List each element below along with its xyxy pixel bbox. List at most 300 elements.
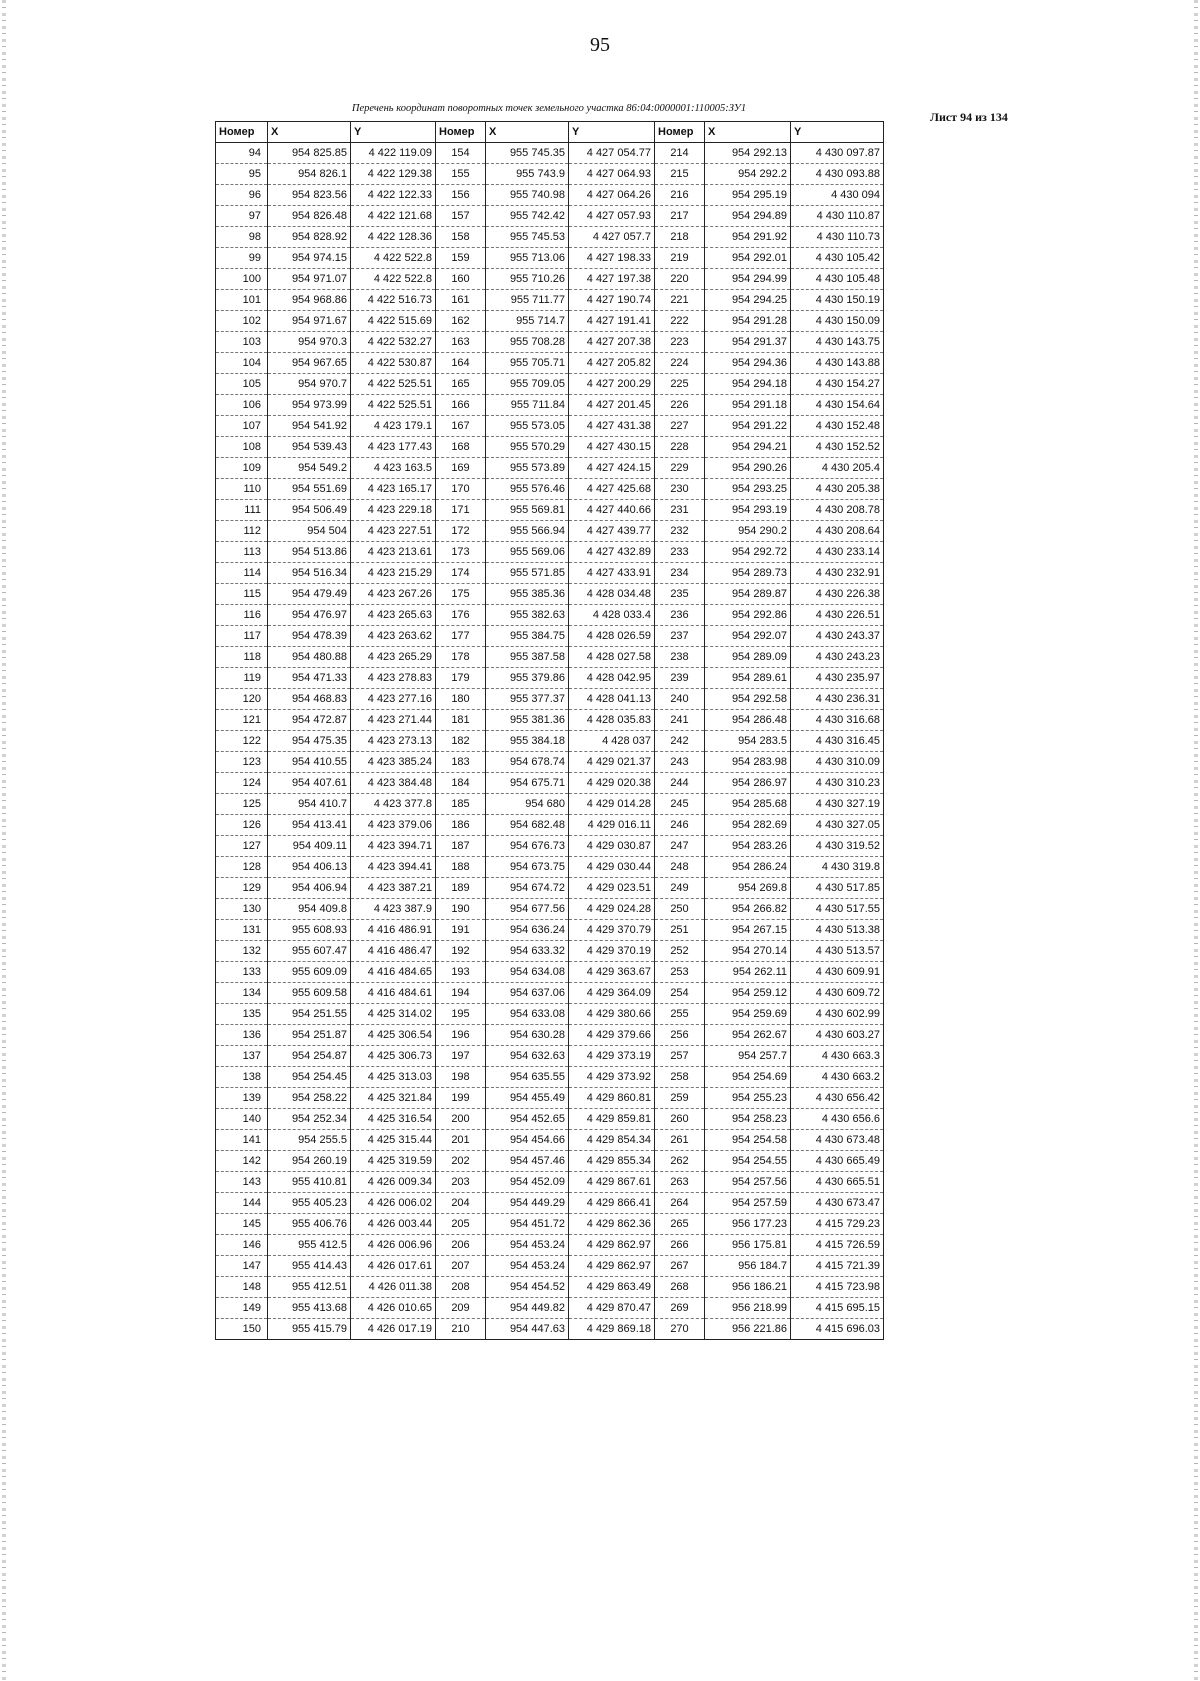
table-row <box>216 836 884 857</box>
x-coordinate-cell: 954 254.45 <box>268 1067 351 1088</box>
x-coordinate-cell: 954 549.2 <box>268 458 351 479</box>
table-body <box>216 143 884 1340</box>
x-coordinate-cell: 954 255.23 <box>705 1088 791 1109</box>
point-number-cell: 102 <box>216 311 268 332</box>
point-number-cell: 220 <box>655 269 705 290</box>
table-row <box>216 143 884 164</box>
y-coordinate-cell: 4 427 190.74 <box>569 290 655 311</box>
point-number-cell: 179 <box>436 668 486 689</box>
x-coordinate-cell: 954 254.55 <box>705 1151 791 1172</box>
point-number-cell: 256 <box>655 1025 705 1046</box>
point-number-cell: 156 <box>436 185 486 206</box>
x-coordinate-cell: 955 406.76 <box>268 1214 351 1235</box>
table-row <box>216 1319 884 1340</box>
y-coordinate-cell: 4 427 191.41 <box>569 311 655 332</box>
x-coordinate-cell: 954 410.7 <box>268 794 351 815</box>
point-number-cell: 146 <box>216 1235 268 1256</box>
y-coordinate-cell: 4 425 314.02 <box>351 1004 436 1025</box>
x-coordinate-cell: 954 270.14 <box>705 941 791 962</box>
y-coordinate-cell: 4 416 484.61 <box>351 983 436 1004</box>
point-number-cell: 148 <box>216 1277 268 1298</box>
x-coordinate-cell: 954 267.15 <box>705 920 791 941</box>
y-coordinate-cell: 4 422 129.38 <box>351 164 436 185</box>
table-row <box>216 1277 884 1298</box>
point-number-cell: 245 <box>655 794 705 815</box>
x-coordinate-cell: 954 292.2 <box>705 164 791 185</box>
table-row <box>216 1067 884 1088</box>
point-number-cell: 155 <box>436 164 486 185</box>
x-coordinate-cell: 954 826.1 <box>268 164 351 185</box>
y-coordinate-cell: 4 426 006.96 <box>351 1235 436 1256</box>
point-number-cell: 232 <box>655 521 705 542</box>
x-coordinate-cell: 954 406.13 <box>268 857 351 878</box>
x-coordinate-cell: 954 251.55 <box>268 1004 351 1025</box>
x-coordinate-cell: 954 634.08 <box>486 962 569 983</box>
table-row <box>216 668 884 689</box>
x-coordinate-cell: 955 711.84 <box>486 395 569 416</box>
y-coordinate-cell: 4 430 236.31 <box>791 689 884 710</box>
x-coordinate-cell: 954 294.25 <box>705 290 791 311</box>
y-coordinate-cell: 4 430 226.51 <box>791 605 884 626</box>
x-coordinate-cell: 955 377.37 <box>486 689 569 710</box>
point-number-cell: 196 <box>436 1025 486 1046</box>
point-number-cell: 97 <box>216 206 268 227</box>
point-number-cell: 108 <box>216 437 268 458</box>
y-coordinate-cell: 4 429 024.28 <box>569 899 655 920</box>
header-number-2: Номер <box>436 122 486 143</box>
point-number-cell: 169 <box>436 458 486 479</box>
table-row <box>216 1088 884 1109</box>
y-coordinate-cell: 4 423 177.43 <box>351 437 436 458</box>
y-coordinate-cell: 4 429 030.87 <box>569 836 655 857</box>
y-coordinate-cell: 4 430 656.6 <box>791 1109 884 1130</box>
x-coordinate-cell: 955 713.06 <box>486 248 569 269</box>
point-number-cell: 107 <box>216 416 268 437</box>
x-coordinate-cell: 954 294.89 <box>705 206 791 227</box>
x-coordinate-cell: 955 742.42 <box>486 206 569 227</box>
point-number-cell: 195 <box>436 1004 486 1025</box>
point-number-cell: 253 <box>655 962 705 983</box>
y-coordinate-cell: 4 428 035.83 <box>569 710 655 731</box>
table-row <box>216 752 884 773</box>
table-row <box>216 311 884 332</box>
x-coordinate-cell: 954 828.92 <box>268 227 351 248</box>
point-number-cell: 130 <box>216 899 268 920</box>
point-number-cell: 157 <box>436 206 486 227</box>
point-number-cell: 123 <box>216 752 268 773</box>
point-number-cell: 261 <box>655 1130 705 1151</box>
y-coordinate-cell: 4 429 860.81 <box>569 1088 655 1109</box>
y-coordinate-cell: 4 422 515.69 <box>351 311 436 332</box>
y-coordinate-cell: 4 430 673.47 <box>791 1193 884 1214</box>
y-coordinate-cell: 4 430 208.78 <box>791 500 884 521</box>
y-coordinate-cell: 4 429 855.34 <box>569 1151 655 1172</box>
point-number-cell: 266 <box>655 1235 705 1256</box>
y-coordinate-cell: 4 430 310.23 <box>791 773 884 794</box>
y-coordinate-cell: 4 415 729.23 <box>791 1214 884 1235</box>
x-coordinate-cell: 955 405.23 <box>268 1193 351 1214</box>
table-row <box>216 584 884 605</box>
x-coordinate-cell: 954 294.36 <box>705 353 791 374</box>
table-row <box>216 374 884 395</box>
x-coordinate-cell: 956 184.7 <box>705 1256 791 1277</box>
sheet-label: Лист 94 из 134 <box>930 110 1008 124</box>
table-row <box>216 290 884 311</box>
x-coordinate-cell: 954 676.73 <box>486 836 569 857</box>
y-coordinate-cell: 4 430 517.85 <box>791 878 884 899</box>
y-coordinate-cell: 4 429 373.92 <box>569 1067 655 1088</box>
x-coordinate-cell: 954 255.5 <box>268 1130 351 1151</box>
point-number-cell: 113 <box>216 542 268 563</box>
point-number-cell: 177 <box>436 626 486 647</box>
x-coordinate-cell: 954 449.82 <box>486 1298 569 1319</box>
x-coordinate-cell: 954 295.19 <box>705 185 791 206</box>
x-coordinate-cell: 954 551.69 <box>268 479 351 500</box>
x-coordinate-cell: 954 506.49 <box>268 500 351 521</box>
y-coordinate-cell: 4 430 243.37 <box>791 626 884 647</box>
point-number-cell: 158 <box>436 227 486 248</box>
x-coordinate-cell: 954 282.69 <box>705 815 791 836</box>
point-number-cell: 125 <box>216 794 268 815</box>
y-coordinate-cell: 4 426 009.34 <box>351 1172 436 1193</box>
point-number-cell: 226 <box>655 395 705 416</box>
x-coordinate-cell: 955 569.06 <box>486 542 569 563</box>
x-coordinate-cell: 954 825.85 <box>268 143 351 164</box>
point-number-cell: 215 <box>655 164 705 185</box>
x-coordinate-cell: 954 293.25 <box>705 479 791 500</box>
y-coordinate-cell: 4 423 387.9 <box>351 899 436 920</box>
y-coordinate-cell: 4 430 150.09 <box>791 311 884 332</box>
point-number-cell: 250 <box>655 899 705 920</box>
point-number-cell: 145 <box>216 1214 268 1235</box>
x-coordinate-cell: 955 743.9 <box>486 164 569 185</box>
y-coordinate-cell: 4 428 033.4 <box>569 605 655 626</box>
table-row <box>216 542 884 563</box>
x-coordinate-cell: 954 468.83 <box>268 689 351 710</box>
x-coordinate-cell: 954 452.65 <box>486 1109 569 1130</box>
point-number-cell: 190 <box>436 899 486 920</box>
y-coordinate-cell: 4 430 110.73 <box>791 227 884 248</box>
point-number-cell: 240 <box>655 689 705 710</box>
x-coordinate-cell: 956 177.23 <box>705 1214 791 1235</box>
x-coordinate-cell: 955 379.86 <box>486 668 569 689</box>
point-number-cell: 222 <box>655 311 705 332</box>
x-coordinate-cell: 954 291.28 <box>705 311 791 332</box>
point-number-cell: 194 <box>436 983 486 1004</box>
y-coordinate-cell: 4 422 128.36 <box>351 227 436 248</box>
y-coordinate-cell: 4 430 656.42 <box>791 1088 884 1109</box>
x-coordinate-cell: 954 251.87 <box>268 1025 351 1046</box>
y-coordinate-cell: 4 415 723.98 <box>791 1277 884 1298</box>
x-coordinate-cell: 954 970.3 <box>268 332 351 353</box>
y-coordinate-cell: 4 422 122.33 <box>351 185 436 206</box>
y-coordinate-cell: 4 423 265.29 <box>351 647 436 668</box>
point-number-cell: 180 <box>436 689 486 710</box>
y-coordinate-cell: 4 427 064.26 <box>569 185 655 206</box>
x-coordinate-cell: 954 409.11 <box>268 836 351 857</box>
table-row <box>216 857 884 878</box>
y-coordinate-cell: 4 423 227.51 <box>351 521 436 542</box>
point-number-cell: 163 <box>436 332 486 353</box>
y-coordinate-cell: 4 430 205.4 <box>791 458 884 479</box>
x-coordinate-cell: 954 291.92 <box>705 227 791 248</box>
x-coordinate-cell: 954 454.66 <box>486 1130 569 1151</box>
x-coordinate-cell: 955 571.85 <box>486 563 569 584</box>
y-coordinate-cell: 4 429 866.41 <box>569 1193 655 1214</box>
y-coordinate-cell: 4 429 867.61 <box>569 1172 655 1193</box>
point-number-cell: 98 <box>216 227 268 248</box>
x-coordinate-cell: 954 637.06 <box>486 983 569 1004</box>
x-coordinate-cell: 954 826.48 <box>268 206 351 227</box>
y-coordinate-cell: 4 429 370.79 <box>569 920 655 941</box>
x-coordinate-cell: 954 513.86 <box>268 542 351 563</box>
y-coordinate-cell: 4 416 484.65 <box>351 962 436 983</box>
y-coordinate-cell: 4 425 306.73 <box>351 1046 436 1067</box>
y-coordinate-cell: 4 425 315.44 <box>351 1130 436 1151</box>
y-coordinate-cell: 4 427 431.38 <box>569 416 655 437</box>
y-coordinate-cell: 4 427 207.38 <box>569 332 655 353</box>
x-coordinate-cell: 955 413.68 <box>268 1298 351 1319</box>
point-number-cell: 247 <box>655 836 705 857</box>
point-number-cell: 173 <box>436 542 486 563</box>
x-coordinate-cell: 954 294.18 <box>705 374 791 395</box>
point-number-cell: 257 <box>655 1046 705 1067</box>
y-coordinate-cell: 4 427 057.7 <box>569 227 655 248</box>
y-coordinate-cell: 4 427 054.77 <box>569 143 655 164</box>
x-coordinate-cell: 954 262.67 <box>705 1025 791 1046</box>
point-number-cell: 200 <box>436 1109 486 1130</box>
point-number-cell: 210 <box>436 1319 486 1340</box>
table-row <box>216 185 884 206</box>
header-x-2: X <box>486 122 569 143</box>
table-row <box>216 773 884 794</box>
x-coordinate-cell: 954 294.99 <box>705 269 791 290</box>
point-number-cell: 128 <box>216 857 268 878</box>
point-number-cell: 260 <box>655 1109 705 1130</box>
y-coordinate-cell: 4 430 110.87 <box>791 206 884 227</box>
table-header-row <box>216 122 884 143</box>
point-number-cell: 206 <box>436 1235 486 1256</box>
y-coordinate-cell: 4 423 394.41 <box>351 857 436 878</box>
point-number-cell: 218 <box>655 227 705 248</box>
point-number-cell: 233 <box>655 542 705 563</box>
x-coordinate-cell: 954 286.24 <box>705 857 791 878</box>
x-coordinate-cell: 954 291.18 <box>705 395 791 416</box>
x-coordinate-cell: 954 409.8 <box>268 899 351 920</box>
y-coordinate-cell: 4 426 003.44 <box>351 1214 436 1235</box>
point-number-cell: 149 <box>216 1298 268 1319</box>
point-number-cell: 214 <box>655 143 705 164</box>
point-number-cell: 96 <box>216 185 268 206</box>
x-coordinate-cell: 954 259.69 <box>705 1004 791 1025</box>
y-coordinate-cell: 4 423 377.8 <box>351 794 436 815</box>
table-row <box>216 206 884 227</box>
point-number-cell: 229 <box>655 458 705 479</box>
point-number-cell: 231 <box>655 500 705 521</box>
x-coordinate-cell: 955 609.58 <box>268 983 351 1004</box>
y-coordinate-cell: 4 429 862.97 <box>569 1256 655 1277</box>
point-number-cell: 235 <box>655 584 705 605</box>
x-coordinate-cell: 954 452.09 <box>486 1172 569 1193</box>
point-number-cell: 178 <box>436 647 486 668</box>
table-row <box>216 227 884 248</box>
header-x-3: X <box>705 122 791 143</box>
table-row <box>216 1025 884 1046</box>
y-coordinate-cell: 4 425 319.59 <box>351 1151 436 1172</box>
point-number-cell: 205 <box>436 1214 486 1235</box>
point-number-cell: 249 <box>655 878 705 899</box>
y-coordinate-cell: 4 427 064.93 <box>569 164 655 185</box>
x-coordinate-cell: 954 968.86 <box>268 290 351 311</box>
y-coordinate-cell: 4 430 233.14 <box>791 542 884 563</box>
point-number-cell: 184 <box>436 773 486 794</box>
point-number-cell: 105 <box>216 374 268 395</box>
point-number-cell: 168 <box>436 437 486 458</box>
header-y-2: Y <box>569 122 655 143</box>
x-coordinate-cell: 954 633.32 <box>486 941 569 962</box>
y-coordinate-cell: 4 415 726.59 <box>791 1235 884 1256</box>
point-number-cell: 132 <box>216 941 268 962</box>
y-coordinate-cell: 4 423 263.62 <box>351 626 436 647</box>
table-row <box>216 395 884 416</box>
y-coordinate-cell: 4 430 327.05 <box>791 815 884 836</box>
point-number-cell: 262 <box>655 1151 705 1172</box>
point-number-cell: 112 <box>216 521 268 542</box>
table-row <box>216 731 884 752</box>
x-coordinate-cell: 954 289.87 <box>705 584 791 605</box>
x-coordinate-cell: 954 283.5 <box>705 731 791 752</box>
y-coordinate-cell: 4 422 525.51 <box>351 395 436 416</box>
point-number-cell: 95 <box>216 164 268 185</box>
x-coordinate-cell: 954 286.48 <box>705 710 791 731</box>
point-number-cell: 154 <box>436 143 486 164</box>
y-coordinate-cell: 4 427 440.66 <box>569 500 655 521</box>
scan-edge-right <box>1194 0 1198 1681</box>
table-row <box>216 647 884 668</box>
x-coordinate-cell: 954 290.2 <box>705 521 791 542</box>
x-coordinate-cell: 954 449.29 <box>486 1193 569 1214</box>
x-coordinate-cell: 954 480.88 <box>268 647 351 668</box>
x-coordinate-cell: 955 607.47 <box>268 941 351 962</box>
point-number-cell: 118 <box>216 647 268 668</box>
x-coordinate-cell: 955 410.81 <box>268 1172 351 1193</box>
y-coordinate-cell: 4 416 486.91 <box>351 920 436 941</box>
y-coordinate-cell: 4 430 602.99 <box>791 1004 884 1025</box>
y-coordinate-cell: 4 427 425.68 <box>569 479 655 500</box>
point-number-cell: 230 <box>655 479 705 500</box>
x-coordinate-cell: 954 680 <box>486 794 569 815</box>
y-coordinate-cell: 4 430 097.87 <box>791 143 884 164</box>
y-coordinate-cell: 4 423 277.16 <box>351 689 436 710</box>
x-coordinate-cell: 954 283.26 <box>705 836 791 857</box>
y-coordinate-cell: 4 429 869.18 <box>569 1319 655 1340</box>
point-number-cell: 165 <box>436 374 486 395</box>
y-coordinate-cell: 4 415 695.15 <box>791 1298 884 1319</box>
table-row <box>216 962 884 983</box>
x-coordinate-cell: 954 677.56 <box>486 899 569 920</box>
x-coordinate-cell: 955 740.98 <box>486 185 569 206</box>
y-coordinate-cell: 4 430 673.48 <box>791 1130 884 1151</box>
x-coordinate-cell: 955 709.05 <box>486 374 569 395</box>
y-coordinate-cell: 4 430 152.52 <box>791 437 884 458</box>
y-coordinate-cell: 4 430 319.8 <box>791 857 884 878</box>
point-number-cell: 236 <box>655 605 705 626</box>
x-coordinate-cell: 954 260.19 <box>268 1151 351 1172</box>
x-coordinate-cell: 954 254.87 <box>268 1046 351 1067</box>
x-coordinate-cell: 954 973.99 <box>268 395 351 416</box>
y-coordinate-cell: 4 423 384.48 <box>351 773 436 794</box>
y-coordinate-cell: 4 427 197.38 <box>569 269 655 290</box>
point-number-cell: 159 <box>436 248 486 269</box>
y-coordinate-cell: 4 430 094 <box>791 185 884 206</box>
y-coordinate-cell: 4 422 121.68 <box>351 206 436 227</box>
point-number-cell: 143 <box>216 1172 268 1193</box>
point-number-cell: 243 <box>655 752 705 773</box>
y-coordinate-cell: 4 429 023.51 <box>569 878 655 899</box>
point-number-cell: 197 <box>436 1046 486 1067</box>
y-coordinate-cell: 4 423 379.06 <box>351 815 436 836</box>
point-number-cell: 116 <box>216 605 268 626</box>
y-coordinate-cell: 4 422 522.8 <box>351 269 436 290</box>
point-number-cell: 140 <box>216 1109 268 1130</box>
x-coordinate-cell: 954 254.69 <box>705 1067 791 1088</box>
y-coordinate-cell: 4 427 432.89 <box>569 542 655 563</box>
point-number-cell: 269 <box>655 1298 705 1319</box>
table-row <box>216 332 884 353</box>
y-coordinate-cell: 4 422 525.51 <box>351 374 436 395</box>
point-number-cell: 183 <box>436 752 486 773</box>
y-coordinate-cell: 4 428 034.48 <box>569 584 655 605</box>
table-row <box>216 563 884 584</box>
y-coordinate-cell: 4 425 306.54 <box>351 1025 436 1046</box>
table-row <box>216 1214 884 1235</box>
y-coordinate-cell: 4 428 027.58 <box>569 647 655 668</box>
point-number-cell: 175 <box>436 584 486 605</box>
point-number-cell: 234 <box>655 563 705 584</box>
point-number-cell: 252 <box>655 941 705 962</box>
x-coordinate-cell: 956 221.86 <box>705 1319 791 1340</box>
point-number-cell: 187 <box>436 836 486 857</box>
x-coordinate-cell: 955 384.75 <box>486 626 569 647</box>
point-number-cell: 94 <box>216 143 268 164</box>
header-x-1: X <box>268 122 351 143</box>
table-row <box>216 920 884 941</box>
y-coordinate-cell: 4 430 226.38 <box>791 584 884 605</box>
point-number-cell: 193 <box>436 962 486 983</box>
point-number-cell: 120 <box>216 689 268 710</box>
y-coordinate-cell: 4 427 200.29 <box>569 374 655 395</box>
x-coordinate-cell: 955 381.36 <box>486 710 569 731</box>
point-number-cell: 216 <box>655 185 705 206</box>
x-coordinate-cell: 954 682.48 <box>486 815 569 836</box>
x-coordinate-cell: 954 970.7 <box>268 374 351 395</box>
y-coordinate-cell: 4 430 609.72 <box>791 983 884 1004</box>
y-coordinate-cell: 4 427 433.91 <box>569 563 655 584</box>
header-number-1: Номер <box>216 122 268 143</box>
y-coordinate-cell: 4 429 030.44 <box>569 857 655 878</box>
x-coordinate-cell: 954 292.86 <box>705 605 791 626</box>
y-coordinate-cell: 4 429 370.19 <box>569 941 655 962</box>
document-title: Перечень координат поворотных точек земельного участка 86:04:0000001:110005:ЗУ1 <box>351 103 747 114</box>
table-row <box>216 1109 884 1130</box>
y-coordinate-cell: 4 429 363.67 <box>569 962 655 983</box>
x-coordinate-cell: 954 971.07 <box>268 269 351 290</box>
x-coordinate-cell: 955 412.5 <box>268 1235 351 1256</box>
point-number-cell: 270 <box>655 1319 705 1340</box>
y-coordinate-cell: 4 430 513.38 <box>791 920 884 941</box>
point-number-cell: 101 <box>216 290 268 311</box>
y-coordinate-cell: 4 430 143.88 <box>791 353 884 374</box>
